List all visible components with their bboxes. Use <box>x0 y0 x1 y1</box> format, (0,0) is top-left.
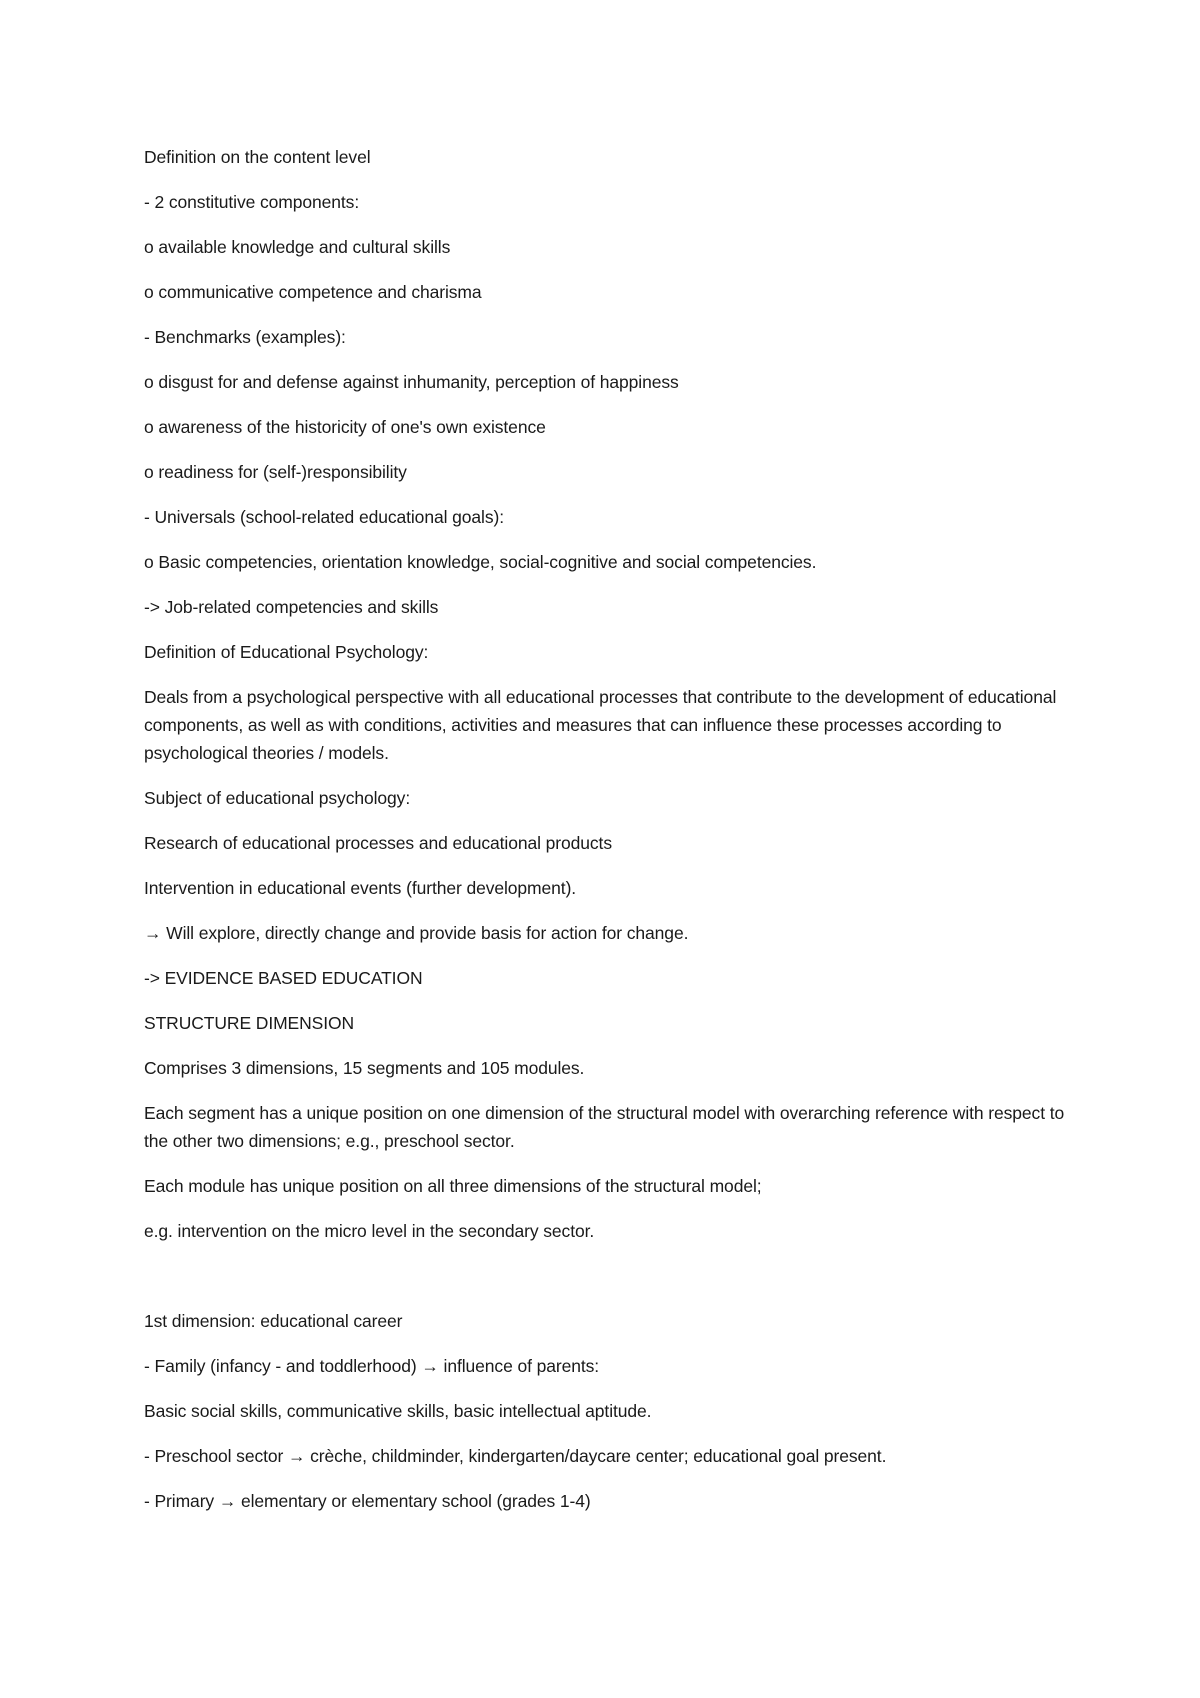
list-item: o disgust for and defense against inhumanity, perception of happiness <box>144 372 679 392</box>
document-body <box>144 143 1084 1532</box>
list-item: - Benchmarks (examples): <box>144 327 346 347</box>
body-paragraph: Each segment has a unique position on one dimension of the structural model with overarching reference with respect to the other two dimensions; e.g., preschool sector. <box>144 1103 1069 1151</box>
body-paragraph: Deals from a psychological perspective with all educational processes that contribute to the development of educational components, as well as with conditions, activities and measures that can influence these processes according to psychological theories / models. <box>144 687 1062 763</box>
body-paragraph: -> EVIDENCE BASED EDUCATION <box>144 968 423 988</box>
list-item: o Basic competencies, orientation knowledge, social-cognitive and social competencies. <box>144 552 817 572</box>
body-paragraph: Comprises 3 dimensions, 15 segments and 105 modules. <box>144 1058 585 1078</box>
body-paragraph: e.g. intervention on the micro level in the secondary sector. <box>144 1221 595 1241</box>
list-item: o awareness of the historicity of one's own existence <box>144 417 546 437</box>
list-item: -> Job-related competencies and skills <box>144 597 439 617</box>
body-paragraph: → Will explore, directly change and provide basis for action for change. <box>144 923 689 943</box>
section-heading: Definition of Educational Psychology: <box>144 642 429 662</box>
body-paragraph: Intervention in educational events (further development). <box>144 878 577 898</box>
section-heading: STRUCTURE DIMENSION <box>144 1013 355 1033</box>
list-item: - Preschool sector → crèche, childminder, kindergarten/daycare center; educational goal present. <box>144 1446 887 1466</box>
body-paragraph: Research of educational processes and educational products <box>144 833 612 853</box>
list-item: - Primary → elementary or elementary school (grades 1-4) <box>144 1491 591 1511</box>
section-heading: 1st dimension: educational career <box>144 1311 403 1331</box>
list-item: o available knowledge and cultural skills <box>144 237 451 257</box>
body-paragraph: Basic social skills, communicative skills, basic intellectual aptitude. <box>144 1401 652 1421</box>
list-item: - Universals (school-related educational goals): <box>144 507 504 527</box>
section-heading: Definition on the content level <box>144 147 371 167</box>
list-item: - 2 constitutive components: <box>144 192 360 212</box>
body-paragraph: Each module has unique position on all three dimensions of the structural model; <box>144 1176 762 1196</box>
section-heading: Subject of educational psychology: <box>144 788 411 808</box>
list-item: - Family (infancy - and toddlerhood) → influence of parents: <box>144 1356 600 1376</box>
blank-line <box>144 1262 1084 1290</box>
list-item: o readiness for (self-)responsibility <box>144 462 407 482</box>
list-item: o communicative competence and charisma <box>144 282 482 302</box>
